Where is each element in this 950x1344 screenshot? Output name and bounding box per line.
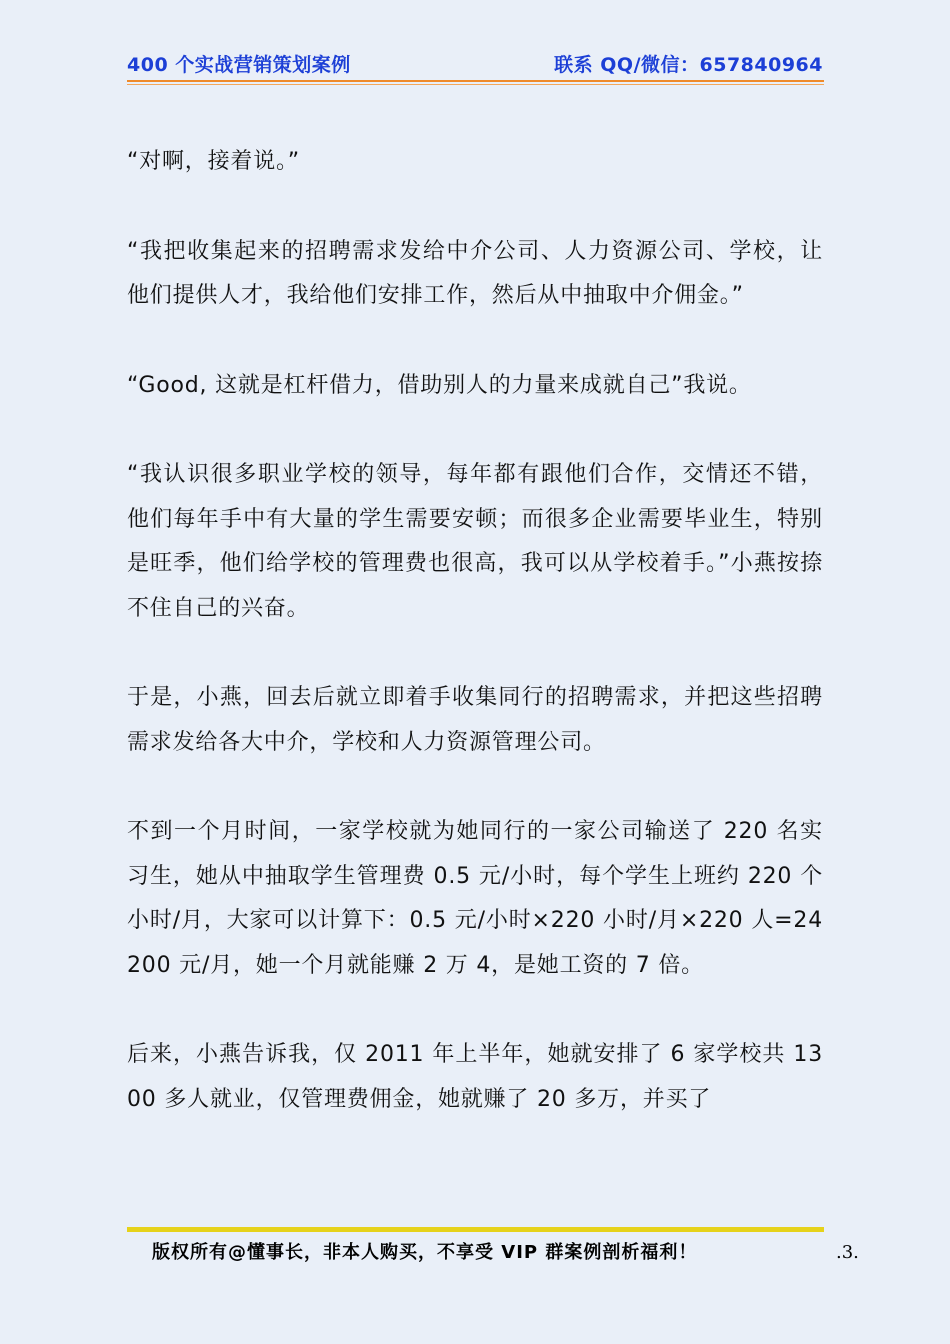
header-contact: 联系 QQ/微信：657840964 (554, 54, 823, 76)
paragraph: “Good, 这就是杠杆借力，借助别人的力量来成就自己”我说。 (127, 372, 752, 398)
paragraph: “我认识很多职业学校的领导，每年都有跟他们合作，交情还不错，他们每年手中有大量的学生需要安顿；而很多企业需要毕业生，特别是旺季，他们给学校的管理费也很高，我可以从学校着手。”小燕按捺不住自己的兴奋。 (127, 462, 823, 621)
paragraph: “对啊，接着说。” (127, 149, 300, 174)
body-text (127, 140, 823, 1167)
header-divider-thin (127, 84, 824, 85)
header-title: 400 个实战营销策划案例 (127, 54, 351, 76)
footer-divider (127, 1227, 824, 1232)
paragraph: “我把收集起来的招聘需求发给中介公司、人力资源公司、学校，让他们提供人才，我给他们安排工作，然后从中抽取中介佣金。” (127, 238, 823, 308)
page-number: .3. (836, 1242, 859, 1263)
footer-copyright: 版权所有@懂事长，非本人购买，不享受 VIP 群案例剖析福利！ (152, 1242, 698, 1263)
header-divider (127, 80, 824, 82)
paragraph: 后来，小燕告诉我，仅 2011 年上半年，她就安排了 6 家学校共 1300 多人就业，仅管理费佣金，她就赚了 20 多万，并买了 (127, 1042, 823, 1112)
page-header (127, 52, 823, 78)
paragraph: 于是，小燕，回去后就立即着手收集同行的招聘需求，并把这些招聘需求发给各大中介，学校和人力资源管理公司。 (127, 685, 823, 755)
paragraph: 不到一个月时间，一家学校就为她同行的一家公司输送了 220 名实习生，她从中抽取学生管理费 0.5 元/小时，每个学生上班约 220 个小时/月，大家可以计算下：0.5 元/小时×220 小时/月×220 人=24200 元/月，她一个月就能赚 2 万 4，是她工资的 7 倍。 (127, 819, 823, 978)
